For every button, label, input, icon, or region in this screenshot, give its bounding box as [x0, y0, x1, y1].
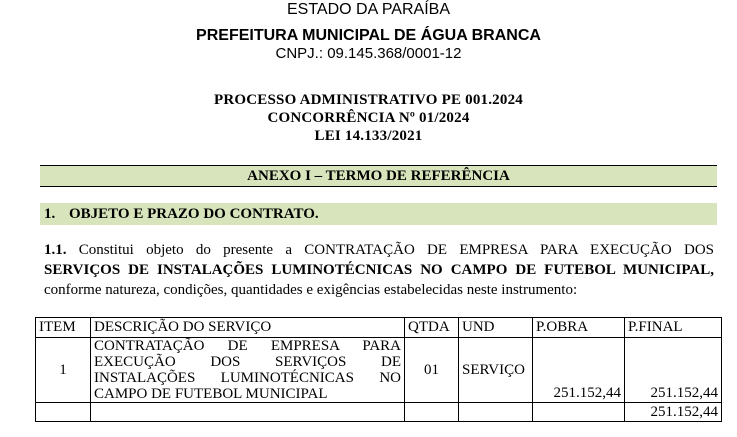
empty-cell [533, 403, 625, 422]
cell-unit: SERVIÇO [459, 338, 533, 403]
header-description: DESCRIÇÃO DO SERVIÇO [91, 318, 405, 338]
desc-line: INSTALAÇÕES LUMINOTÉCNICAS NO [94, 370, 401, 386]
clause-text-1: Constitui objeto do presente a CONTRATAÇÃO DE EMPRESA PARA EXECUÇÃO DOS [78, 242, 714, 258]
header-p-final: P.FINAL [625, 318, 722, 338]
cell-item: 1 [36, 338, 91, 403]
empty-cell [36, 403, 91, 422]
cell-p-final: 251.152,44 [625, 338, 722, 403]
state-name: ESTADO DA PARAÍBA [286, 1, 450, 18]
law-reference: LEI 14.133/2021 [314, 128, 423, 144]
prefecture-name: PREFEITURA MUNICIPAL DE ÁGUA BRANCA [196, 27, 541, 44]
empty-cell [91, 403, 405, 422]
header-item: ITEM [36, 318, 91, 338]
clause-line-1 [44, 240, 714, 260]
table-header-row [36, 318, 722, 338]
cell-description [91, 338, 405, 403]
cell-p-obra: 251.152,44 [533, 338, 625, 403]
header-p-obra: P.OBRA [533, 318, 625, 338]
clause-line-2: SERVIÇOS DE INSTALAÇÕES LUMINOTÉCNICAS NO CAMPO DE FUTEBOL MUNICIPAL, [44, 262, 714, 278]
empty-cell [405, 403, 459, 422]
clause-number: 1.1. [44, 242, 67, 258]
table-row [36, 338, 722, 403]
services-table [35, 317, 722, 422]
desc-line: CAMPO DE FUTEBOL MUNICIPAL [94, 386, 328, 402]
clause-line-3: conforme natureza, condições, quantidades e exigências estabelecidas neste instrumento: [44, 282, 578, 298]
cnpj: CNPJ.: 09.145.368/0001-12 [275, 45, 462, 62]
concorrencia-number: CONCORRÊNCIA Nº 01/2024 [267, 110, 470, 126]
process-number: PROCESSO ADMINISTRATIVO PE 001.2024 [214, 92, 523, 108]
section-number: 1. [44, 206, 56, 222]
cell-total: 251.152,44 [625, 403, 722, 422]
header-unit: UND [459, 318, 533, 338]
empty-cell [459, 403, 533, 422]
section-title: OBJETO E PRAZO DO CONTRATO. [69, 206, 319, 222]
section-1-heading [40, 203, 717, 225]
annex-title: ANEXO I – TERMO DE REFERÊNCIA [40, 165, 717, 187]
table-total-row [36, 403, 722, 422]
desc-line: EXECUÇÃO DOS SERVIÇOS DE [94, 354, 401, 370]
cell-quantity: 01 [405, 338, 459, 403]
header-quantity: QTDA [405, 318, 459, 338]
desc-line: CONTRATAÇÃO DE EMPRESA PARA [94, 338, 401, 354]
